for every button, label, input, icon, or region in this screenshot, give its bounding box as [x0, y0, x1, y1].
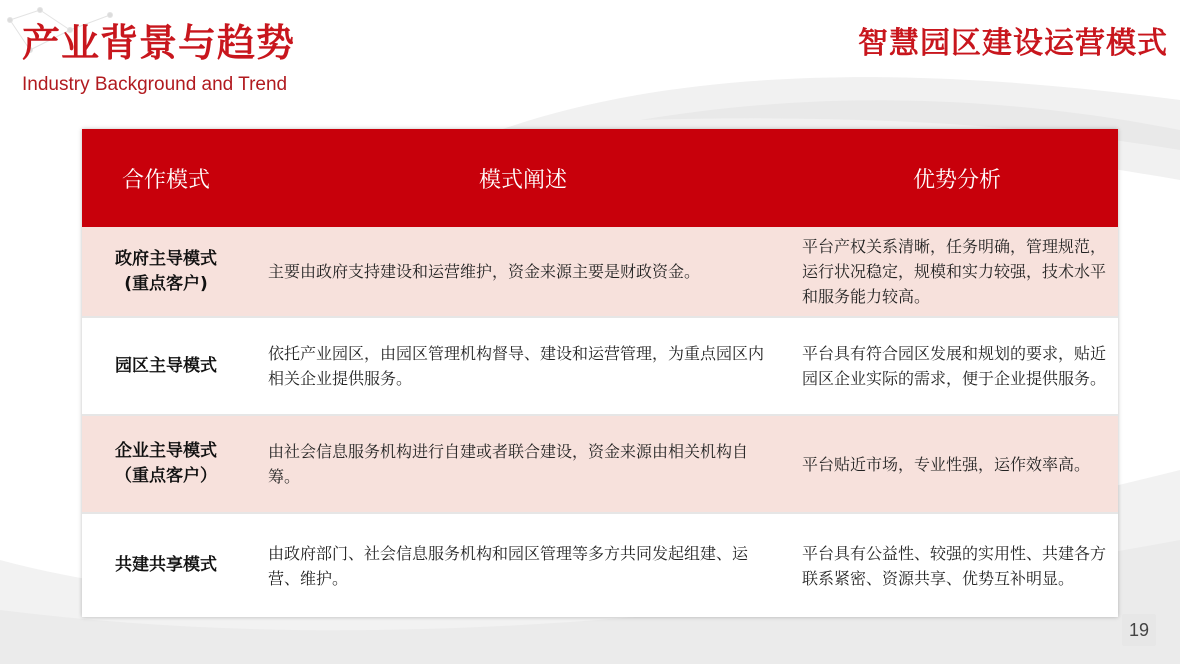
advantage-cell: 平台产权关系清晰，任务明确，管理规范，运行状况稳定，规模和实力较强，技术水平和服务能力较高。 — [796, 227, 1118, 317]
description-cell: 主要由政府支持建设和运营维护，资金来源主要是财政资金。 — [250, 227, 796, 317]
description-cell: 由社会信息服务机构进行自建或者联合建设，资金来源由相关机构自筹。 — [250, 415, 796, 513]
mode-name: 共建共享模式 — [115, 555, 217, 575]
column-header-advantage: 优势分析 — [796, 129, 1118, 227]
table-row — [82, 227, 1118, 317]
table-header-row — [82, 129, 1118, 227]
advantage-cell: 平台具有公益性、较强的实用性、共建各方联系紧密、资源共享、优势互补明显。 — [796, 513, 1118, 617]
page-subtitle: Industry Background and Trend — [22, 74, 288, 95]
table-row — [82, 317, 1118, 415]
column-header-mode: 合作模式 — [82, 129, 250, 227]
advantage-cell: 平台具有符合园区发展和规划的要求，贴近园区企业实际的需求，便于企业提供服务。 — [796, 317, 1118, 415]
advantage-cell: 平台贴近市场，专业性强，运作效率高。 — [796, 415, 1118, 513]
mode-name: 企业主导模式 — [115, 441, 217, 461]
description-cell: 依托产业园区，由园区管理机构督导、建设和运营管理，为重点园区内相关企业提供服务。 — [250, 317, 796, 415]
mode-note: (重点客户) — [124, 273, 208, 294]
mode-cell — [82, 513, 250, 617]
cooperation-mode-table — [82, 129, 1118, 617]
description-cell: 由政府部门、社会信息服务机构和园区管理等多方共同发起组建、运营、维护。 — [250, 513, 796, 617]
mode-note: （重点客户） — [115, 466, 217, 486]
table-row — [82, 513, 1118, 617]
section-title: 智慧园区建设运营模式 — [858, 26, 1168, 61]
page-number: 19 — [1122, 614, 1156, 646]
table-row — [82, 415, 1118, 513]
column-header-description: 模式阐述 — [250, 129, 796, 227]
mode-name: 政府主导模式 — [115, 248, 217, 269]
mode-cell — [82, 317, 250, 415]
mode-cell — [82, 227, 250, 317]
mode-cell — [82, 415, 250, 513]
page-title: 产业背景与趋势 — [22, 21, 296, 65]
mode-name: 园区主导模式 — [115, 355, 217, 376]
